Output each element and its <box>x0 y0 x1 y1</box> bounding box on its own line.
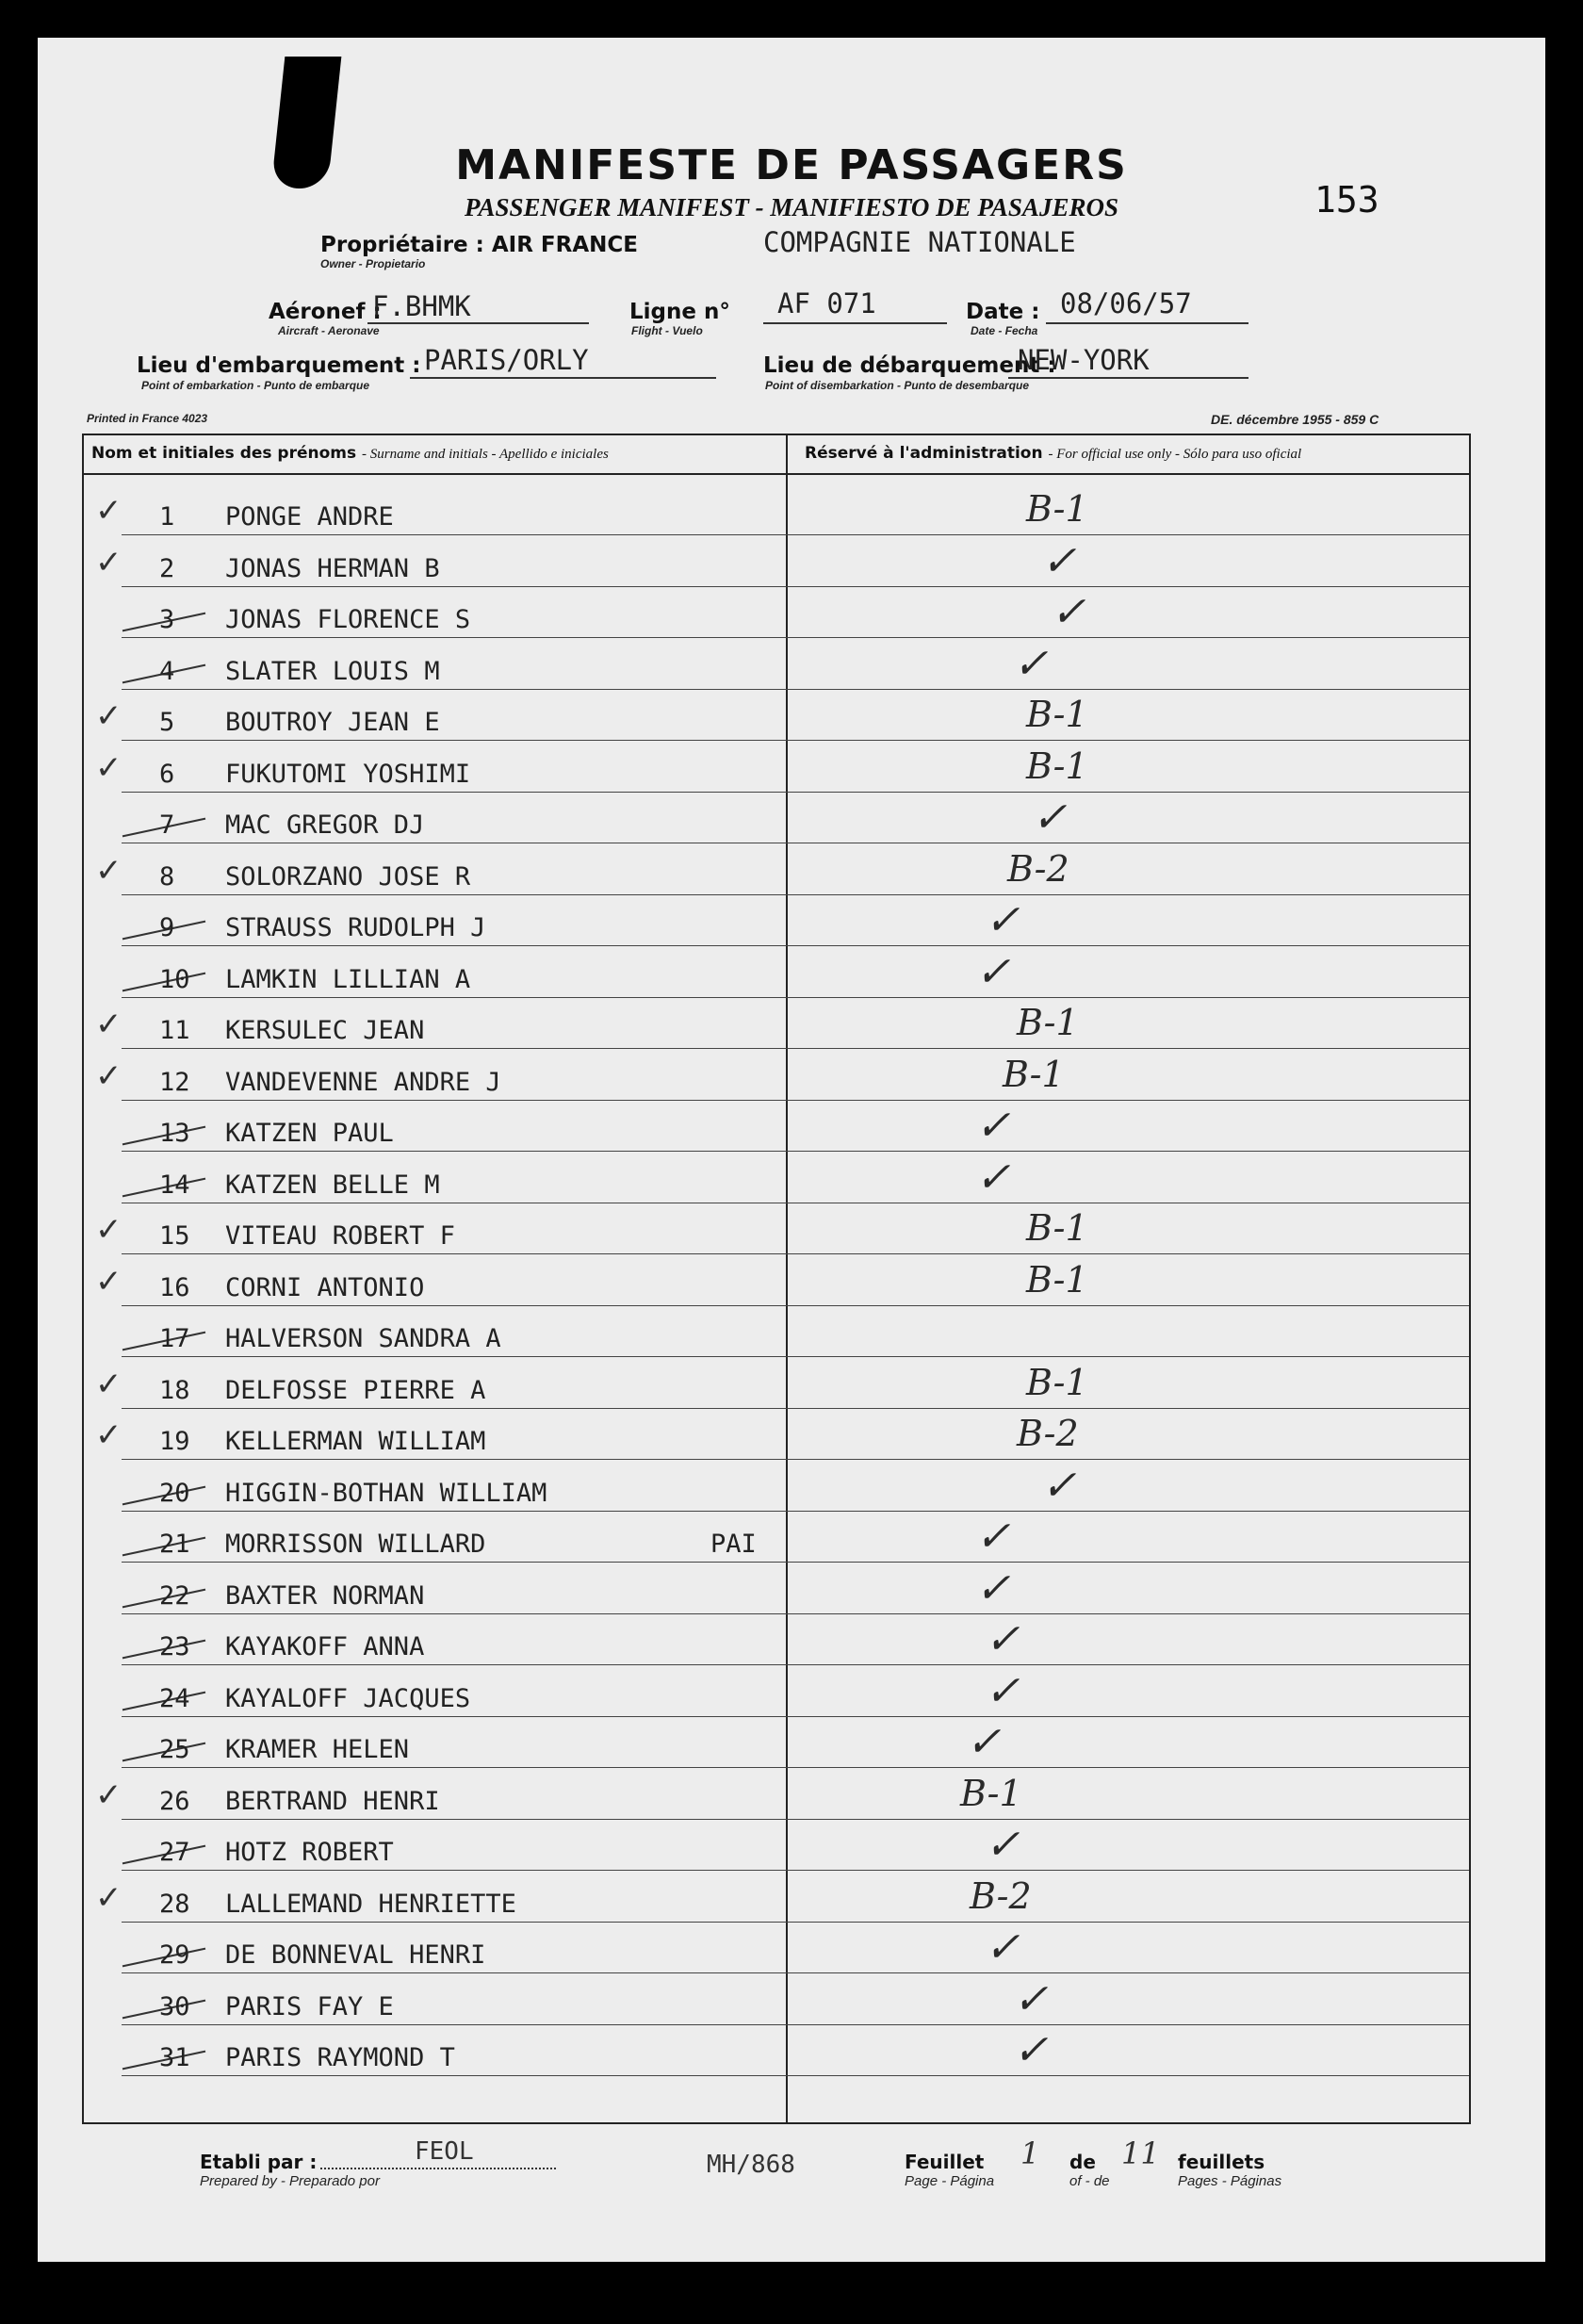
printed-note: Printed in France 4023 <box>87 412 208 425</box>
table-row <box>84 587 1469 638</box>
table-row <box>84 1153 1469 1203</box>
disembark-value: NEW-YORK <box>1018 344 1150 376</box>
flight-line <box>763 322 947 324</box>
row-number: 3 <box>159 605 175 634</box>
passenger-name: PARIS RAYMOND T <box>225 2043 455 2072</box>
admin-mark: B-2 <box>1007 847 1069 890</box>
row-number: 23 <box>159 1632 190 1661</box>
admin-check-icon: ✓ <box>972 1563 1020 1612</box>
row-number: 29 <box>159 1940 190 1970</box>
admin-mark: B-1 <box>1026 488 1088 530</box>
col-names-label: Nom et initiales des prénoms <box>91 444 357 463</box>
tally-check-icon: ✓ <box>95 697 122 735</box>
table-row <box>84 1614 1469 1665</box>
tally-check-icon: ✓ <box>95 1006 122 1043</box>
date-label: Date : <box>966 300 1040 324</box>
passenger-name: KATZEN BELLE M <box>225 1170 440 1200</box>
row-number: 8 <box>159 861 175 892</box>
row-number: 12 <box>159 1067 190 1097</box>
admin-check-icon: ✓ <box>1029 794 1077 842</box>
passenger-name: DELFOSSE PIERRE A <box>225 1375 486 1405</box>
date-value: 08/06/57 <box>1060 287 1192 319</box>
embark-line <box>410 377 716 379</box>
tally-check-icon: ✓ <box>95 1776 122 1814</box>
row-number: 22 <box>159 1580 190 1611</box>
passenger-name: VANDEVENNE ANDRE J <box>225 1067 501 1097</box>
table-row <box>84 998 1469 1049</box>
table-row <box>84 639 1469 690</box>
aircraft-value: F.BHMK <box>372 290 471 322</box>
col-admin-label: Réservé à l'administration <box>805 444 1043 463</box>
passenger-name: JONAS FLORENCE S <box>225 605 471 634</box>
passenger-name: VITEAU ROBERT F <box>225 1221 455 1251</box>
flight-label: Ligne n° <box>629 300 730 324</box>
row-number: 16 <box>159 1272 190 1302</box>
admin-check-icon: ✓ <box>982 1666 1030 1715</box>
prepared-label: Etabli par : <box>200 2151 318 2173</box>
sheets-sub: Pages - Páginas <box>1178 2173 1282 2189</box>
date-sub: Date - Fecha <box>971 324 1038 337</box>
col-admin-sub: - For official use only - Sólo para uso oficial <box>1048 447 1302 462</box>
flight-sub: Flight - Vuelo <box>631 324 703 337</box>
disembark-label: Lieu de débarquement : <box>763 353 1056 378</box>
date-line <box>1046 322 1248 324</box>
table-row <box>84 1409 1469 1460</box>
manifest-sheet <box>38 38 1545 2262</box>
passenger-name: PARIS FAY E <box>225 1991 394 2021</box>
table-row <box>84 2025 1469 2076</box>
admin-mark: B-1 <box>1026 694 1088 735</box>
table-row <box>84 1203 1469 1254</box>
table-row <box>84 484 1469 535</box>
row-number: 17 <box>159 1324 190 1353</box>
admin-check-icon: ✓ <box>1010 2026 1058 2074</box>
admin-mark: B-1 <box>1026 745 1088 787</box>
tally-check-icon: ✓ <box>95 1211 122 1249</box>
passenger-name: FUKUTOMI YOSHIMI <box>225 759 471 789</box>
reference-value: MH/868 <box>707 2151 795 2179</box>
admin-check-icon: ✓ <box>1038 536 1086 585</box>
row-number: 9 <box>159 913 175 942</box>
passenger-name: SOLORZANO JOSE R <box>225 861 471 892</box>
table-row <box>84 536 1469 587</box>
table-row <box>84 1872 1469 1923</box>
row-number: 5 <box>159 708 175 737</box>
row-number: 13 <box>159 1119 190 1148</box>
row-number: 28 <box>159 1889 190 1919</box>
admin-mark: B-1 <box>1026 1361 1088 1403</box>
table-row <box>84 1717 1469 1768</box>
row-number: 26 <box>159 1786 190 1816</box>
admin-mark: B-1 <box>1026 1207 1088 1249</box>
col-admin-header <box>805 444 1301 463</box>
passenger-name: LALLEMAND HENRIETTE <box>225 1889 516 1919</box>
flight-value: AF 071 <box>777 287 876 319</box>
row-number: 18 <box>159 1375 190 1405</box>
page-title: MANIFESTE DE PASSAGERS <box>455 141 1128 189</box>
admin-mark: B-1 <box>1003 1053 1065 1095</box>
row-number: 11 <box>159 1016 190 1045</box>
passenger-name: LAMKIN LILLIAN A <box>225 964 471 994</box>
passenger-name: BERTRAND HENRI <box>225 1786 440 1816</box>
table-row <box>84 793 1469 843</box>
row-number: 24 <box>159 1683 190 1713</box>
row-number: 30 <box>159 1991 190 2021</box>
passenger-name: MAC GREGOR DJ <box>225 810 425 840</box>
row-number: 1 <box>159 502 175 532</box>
table-row <box>84 1358 1469 1409</box>
of-value: 11 <box>1121 2136 1160 2171</box>
passenger-extra: PAI <box>710 1530 757 1559</box>
prepared-line <box>320 2168 556 2169</box>
tally-check-icon: ✓ <box>95 492 122 530</box>
table-row <box>84 1512 1469 1563</box>
owner-value: COMPAGNIE NATIONALE <box>763 226 1076 258</box>
row-number: 27 <box>159 1838 190 1867</box>
row-number: 20 <box>159 1478 190 1508</box>
passenger-name: KERSULEC JEAN <box>225 1016 425 1045</box>
owner-label: Propriétaire : AIR FRANCE <box>320 233 638 257</box>
tally-check-icon: ✓ <box>95 1878 122 1917</box>
passenger-name: STRAUSS RUDOLPH J <box>225 913 486 942</box>
sheets-label: feuillets <box>1178 2151 1265 2173</box>
admin-check-icon: ✓ <box>982 1615 1030 1663</box>
page-subtitle: PASSENGER MANIFEST - MANIFIESTO DE PASAJEROS <box>465 193 1118 221</box>
of-sub: of - de <box>1069 2173 1110 2189</box>
row-number: 7 <box>159 810 175 840</box>
admin-mark: B-1 <box>1017 1002 1079 1043</box>
aircraft-line <box>367 322 589 324</box>
col-names-header <box>91 444 609 463</box>
admin-check-icon: ✓ <box>982 896 1030 944</box>
tally-check-icon: ✓ <box>95 851 122 890</box>
passenger-table <box>82 434 1471 2124</box>
passenger-name: KAYALOFF JACQUES <box>225 1683 471 1713</box>
owner-sub: Owner - Propietario <box>320 257 426 270</box>
passenger-name: HIGGIN-BOTHAN WILLIAM <box>225 1478 547 1508</box>
passenger-name: MORRISSON WILLARD <box>225 1530 486 1559</box>
passenger-name: HALVERSON SANDRA A <box>225 1324 501 1353</box>
tally-check-icon: ✓ <box>95 748 122 787</box>
page-number: 153 <box>1314 179 1379 221</box>
admin-check-icon: ✓ <box>972 947 1020 996</box>
passenger-name: BAXTER NORMAN <box>225 1580 425 1611</box>
col-names-sub: - Surname and initials - Apellido e iniciales <box>362 447 609 462</box>
table-row <box>84 690 1469 741</box>
admin-check-icon: ✓ <box>1010 639 1058 688</box>
row-number: 4 <box>159 656 175 686</box>
admin-mark: B-2 <box>1017 1413 1079 1454</box>
row-number: 6 <box>159 759 175 789</box>
table-header <box>84 435 1469 475</box>
admin-mark: B-2 <box>970 1874 1032 1917</box>
table-row <box>84 1923 1469 1973</box>
embark-sub: Point of embarkation - Punto de embarque <box>141 379 370 392</box>
passenger-name: SLATER LOUIS M <box>225 656 440 686</box>
row-rule <box>122 2075 1469 2076</box>
table-row <box>84 1974 1469 2025</box>
table-row <box>84 742 1469 793</box>
passenger-name: BOUTROY JEAN E <box>225 708 440 737</box>
tally-check-icon: ✓ <box>95 543 122 581</box>
passenger-name: CORNI ANTONIO <box>225 1272 425 1302</box>
admin-mark: B-1 <box>960 1772 1022 1814</box>
tally-check-icon: ✓ <box>95 1416 122 1454</box>
admin-mark: B-1 <box>1026 1258 1088 1301</box>
row-number: 15 <box>159 1221 190 1251</box>
sheet-sub: Page - Página <box>905 2173 995 2189</box>
admin-check-icon: ✓ <box>982 1923 1030 1972</box>
table-row <box>84 844 1469 895</box>
admin-check-icon: ✓ <box>972 1513 1020 1561</box>
embark-value: PARIS/ORLY <box>424 344 589 376</box>
passenger-name: KATZEN PAUL <box>225 1119 394 1148</box>
admin-check-icon: ✓ <box>982 1821 1030 1869</box>
table-row <box>84 1306 1469 1357</box>
passenger-name: KELLERMAN WILLIAM <box>225 1427 486 1456</box>
table-row <box>84 1563 1469 1614</box>
admin-check-icon: ✓ <box>972 1153 1020 1202</box>
row-number: 31 <box>159 2043 190 2072</box>
table-row <box>84 1461 1469 1512</box>
table-row <box>84 1050 1469 1101</box>
disembark-sub: Point of disembarkation - Punto de desembarque <box>765 379 1030 392</box>
passenger-name: KRAMER HELEN <box>225 1735 410 1764</box>
aircraft-label: Aéronef : <box>269 300 382 324</box>
tally-check-icon: ✓ <box>95 1262 122 1301</box>
table-row <box>84 1101 1469 1152</box>
prepared-sub: Prepared by - Preparado por <box>200 2173 380 2189</box>
footer <box>38 2111 1545 2243</box>
passenger-name: PONGE ANDRE <box>225 502 394 532</box>
of-label: de <box>1069 2151 1096 2173</box>
table-row <box>84 1666 1469 1717</box>
passenger-name: HOTZ ROBERT <box>225 1838 394 1867</box>
aircraft-sub: Aircraft - Aeronave <box>278 324 380 337</box>
row-number: 2 <box>159 553 175 583</box>
table-row <box>84 1769 1469 1820</box>
table-row <box>84 1255 1469 1306</box>
prepared-value: FEOL <box>415 2137 474 2166</box>
passenger-name: DE BONNEVAL HENRI <box>225 1940 486 1970</box>
form-reference: DE. décembre 1955 - 859 C <box>1211 412 1379 427</box>
row-number: 10 <box>159 964 190 994</box>
table-row <box>84 895 1469 946</box>
admin-check-icon: ✓ <box>1048 588 1096 636</box>
admin-check-icon: ✓ <box>1038 1461 1086 1510</box>
admin-check-icon: ✓ <box>972 1102 1020 1150</box>
passenger-name: KAYAKOFF ANNA <box>225 1632 425 1661</box>
embark-label: Lieu d'embarquement : <box>137 353 421 378</box>
passenger-name: JONAS HERMAN B <box>225 553 440 583</box>
row-number: 25 <box>159 1735 190 1764</box>
table-row <box>84 947 1469 998</box>
sheet-label: Feuillet <box>905 2151 985 2173</box>
row-number: 21 <box>159 1530 190 1559</box>
tally-check-icon: ✓ <box>95 1056 122 1095</box>
row-number: 19 <box>159 1427 190 1456</box>
row-number: 14 <box>159 1170 190 1200</box>
admin-check-icon: ✓ <box>1010 1974 1058 2023</box>
admin-check-icon: ✓ <box>963 1718 1011 1766</box>
table-row <box>84 1820 1469 1871</box>
disembark-line <box>1008 377 1248 379</box>
sheet-value: 1 <box>1020 2136 1040 2171</box>
tally-check-icon: ✓ <box>95 1365 122 1403</box>
